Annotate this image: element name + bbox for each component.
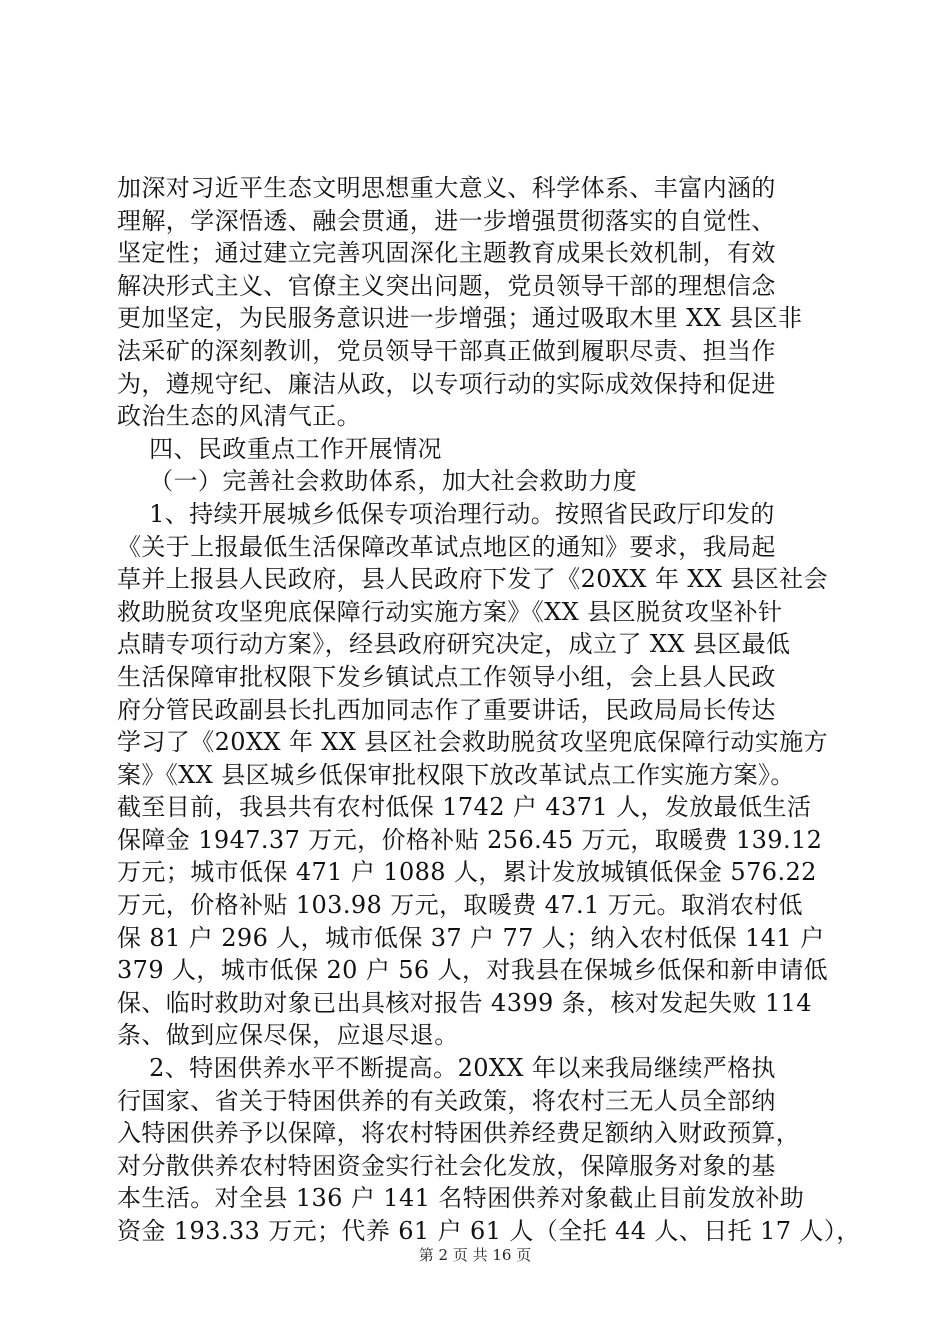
text-line: 救助脱贫攻坚兜底保障行动实施方案》《XX 县区脱贫攻坚补针	[117, 597, 783, 626]
text-line: 政治生态的风清气正。	[117, 402, 361, 431]
page-footer	[0, 1245, 950, 1265]
text-line: 资金 193.33 万元；代养 61 户 61 人（全托 44 人、日托 17 人），	[117, 1217, 861, 1245]
text-line: 加深对习近平生态文明思想重大意义、科学体系、丰富内涵的	[117, 174, 776, 202]
text-line: 本生活。对全县 136 户 141 名特困供养对象截止目前发放补助	[117, 1184, 805, 1213]
text-line: 学习了《20XX 年 XX 县区社会救助脱贫攻坚兜底保障行动实施方	[117, 728, 828, 757]
text-line: 2、特困供养水平不断提高。20XX 年以来我局继续严格执	[117, 1054, 776, 1083]
text-line: 解决形式主义、官僚主义突出问题，党员领导干部的理想信念	[117, 271, 776, 300]
text-line: 法采矿的深刻教训，党员领导干部真正做到履职尽责、担当作	[117, 336, 776, 365]
text-line: 万元；城市低保 471 户 1088 人，累计发放城镇低保金 576.22	[117, 858, 817, 887]
text-line: 1、持续开展城乡低保专项治理行动。按照省民政厅印发的	[117, 499, 775, 528]
text-line: 保、临时救助对象已出具核对报告 4399 条，核对发起失败 114	[117, 988, 812, 1017]
text-line: 保 81 户 296 人，城市低保 37 户 77 人；纳入农村低保 141 户	[117, 923, 825, 952]
text-line: 条、做到应保尽保，应退尽退。	[117, 1021, 459, 1050]
text-line: 坚定性；通过建立完善巩固深化主题教育成果长效机制，有效	[117, 239, 776, 268]
text-line: 生活保障审批权限下发乡镇试点工作领导小组，会上县人民政	[117, 662, 776, 691]
text-line: 379 人，城市低保 20 户 56 人，对我县在保城乡低保和新申请低	[117, 956, 829, 985]
subsection-heading: （一）完善社会救助体系，加大社会救助力度	[117, 467, 638, 496]
text-line: 更加坚定，为民服务意识进一步增强；通过吸取木里 XX 县区非	[117, 304, 803, 333]
text-line: 府分管民政副县长扎西加同志作了重要讲话，民政局局长传达	[117, 695, 776, 724]
text-line: 案》《XX 县区城乡低保审批权限下放改革试点工作实施方案》。	[117, 760, 795, 789]
text-line: 对分散供养农村特困资金实行社会化发放，保障服务对象的基	[117, 1151, 776, 1180]
document-body	[117, 172, 861, 1248]
section-heading: 四、民政重点工作开展情况	[117, 434, 442, 463]
text-line: 草并上报县人民政府，县人民政府下发了《20XX 年 XX 县区社会	[117, 565, 828, 594]
page-number-label: 第 2 页 共 16 页	[418, 1246, 532, 1264]
text-line: 万元，价格补贴 103.98 万元，取暖费 47.1 万元。取消农村低	[117, 891, 803, 920]
text-line: 理解，学深悟透、融会贯通，进一步增强贯彻落实的自觉性、	[117, 206, 776, 235]
text-line: 保障金 1947.37 万元，价格补贴 256.45 万元，取暖费 139.12	[117, 825, 823, 854]
text-line: 点睛专项行动方案》，经县政府研究决定，成立了 XX 县区最低	[117, 630, 791, 659]
text-line: 截至目前，我县共有农村低保 1742 户 4371 人，发放最低生活	[117, 793, 812, 822]
text-line: 为，遵规守纪、廉洁从政，以专项行动的实际成效保持和促进	[117, 369, 776, 398]
text-line: 行国家、省关于特困供养的有关政策，将农村三无人员全部纳	[117, 1086, 776, 1115]
text-line: 入特困供养予以保障，将农村特困供养经费足额纳入财政预算，	[117, 1119, 801, 1148]
text-line: 《关于上报最低生活保障改革试点地区的通知》要求，我局起	[117, 532, 776, 561]
